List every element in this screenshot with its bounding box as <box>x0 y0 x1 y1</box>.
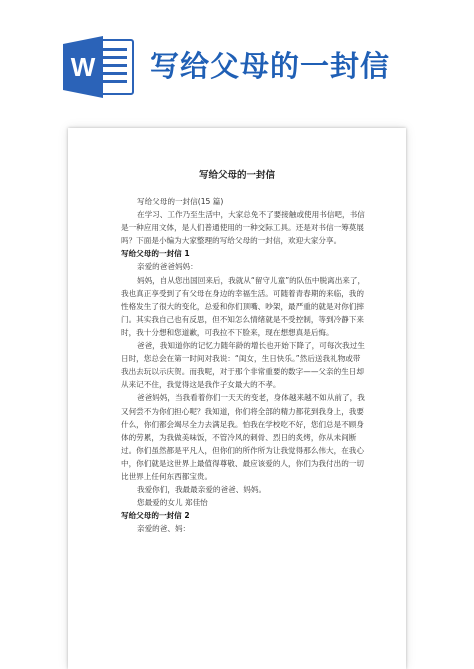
paragraph: 爸爸，我知道你的记忆力随年龄的增长也开始下降了，可每次我过生日时，您总会在第一时间对我说：“闺女，生日快乐。”然后送我礼物或带我出去玩以示庆贺。而我呢，对于那个非常重要的数字——父亲的生日却从来记不住，我觉得这是我作子女最大的不孝。 <box>121 341 365 390</box>
intro-paragraph: 在学习、工作乃至生活中，大家总免不了要接触或使用书信吧，书信是一种应用文体，是人们普通使用的一种交际工具。还是对书信一筹莫展吗？下面是小编为大家整理的写给父母的一封信，欢迎大家分享。 <box>121 210 365 246</box>
greeting: 亲爱的爸、妈： <box>137 524 191 534</box>
document-title: 写给父母的一封信 <box>198 170 275 181</box>
word-document-icon <box>63 36 135 98</box>
section-heading: 写给父母的一封信 1 <box>121 249 190 259</box>
paragraph: 爸爸妈妈，当我看着你们一天天的变老，身体越来越不如从前了，我又何尝不为你们担心呢？我知道，你们将全部的精力都花到我身上，我要什么，你们都会竭尽全力去满足我。怕我在学校吃不好，您们总是不顾身体的劳累，为我做美味饭，不管冷风的刺骨、烈日的炙烤，你从未间断过。你们虽然都是平凡人，但你们的所作所为让我觉得那么伟大，在我心中，你们就是这世界上最值得尊敬、最应该爱的人，你们为我付出的一切比世界上任何东西都宝贵。 <box>121 393 365 481</box>
svg-text:W: W <box>70 52 96 82</box>
paragraph: 妈妈，自从您出国回来后，我就从“留守儿童”的队伍中脱离出来了，我也真正享受到了有父母在身边的幸福生活。可随着青春期的来临，我的性格发生了很大的变化，总爱和你们顶嘴、吵架，最严重的就是对你们摔门。其实我自己也有反思，但不知怎么情绪就是不受控制，等到冷静下来时，我十分想和您道歉，可我拉不下脸来，现在想想真是后悔。 <box>121 275 366 337</box>
page-header <box>0 0 474 110</box>
document-body <box>68 195 406 535</box>
paragraph: 我爱你们，我最最亲爱的爸爸、妈妈。 <box>137 485 267 495</box>
document-page <box>68 128 406 669</box>
signature: 您最爱的女儿 郑佳怡 <box>137 498 208 508</box>
document-subtitle: 写给父母的一封信(15 篇) <box>137 197 224 206</box>
section-heading: 写给父母的一封信 2 <box>121 511 190 521</box>
page-title: 写给父母的一封信 <box>150 49 391 83</box>
greeting: 亲爱的爸爸妈妈： <box>137 262 198 272</box>
